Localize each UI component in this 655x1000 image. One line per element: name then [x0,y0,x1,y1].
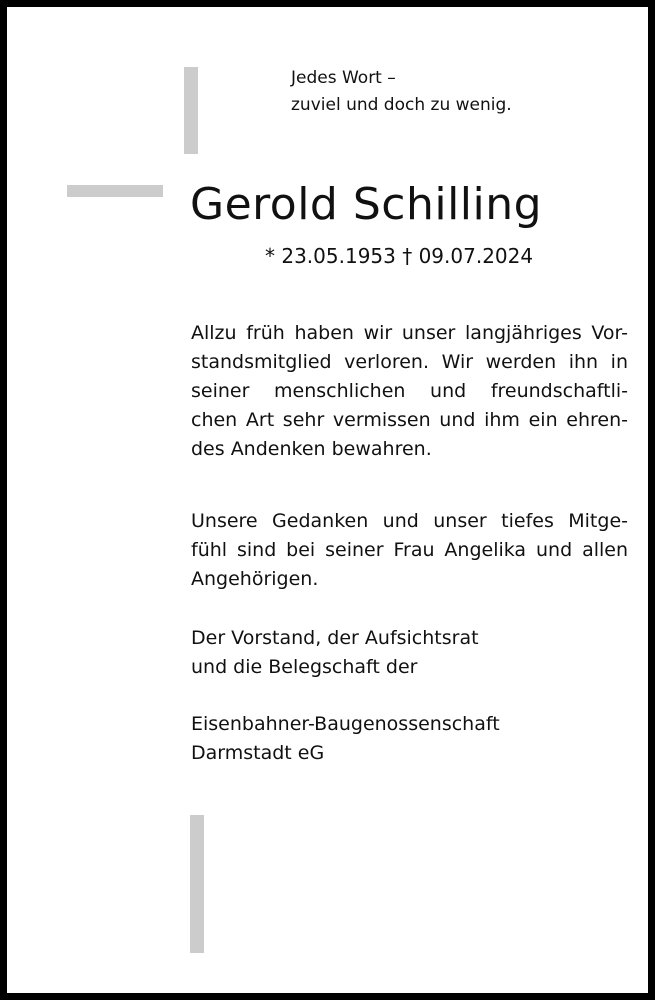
text-line: Der Vorstand, der Aufsichtsrat [191,627,479,649]
text-line: und die Belegschaft der [191,656,418,678]
text-line: Allzu früh haben wir unser langjähriges Vor- [191,322,628,344]
signature-block [191,624,628,682]
text-line: Eisenbahner-Baugenossenschaft [191,713,500,735]
condolence-paragraph [191,319,628,464]
motto-line: zuviel und doch zu wenig. [291,95,512,115]
motto [291,65,512,119]
motto-line: Jedes Wort – [291,68,396,88]
text-line: Angehörigen. [191,568,319,590]
organization-block [191,710,628,768]
cross-bar-top [184,67,198,154]
cross-bar-bottom [190,815,204,953]
text-line: seiner menschlichen und freundschaftli- [191,380,628,402]
deceased-name: Gerold Schilling [190,179,543,230]
text-line: Darmstadt eG [191,742,325,764]
cross-bar-left [67,185,163,197]
text-line: fühl sind bei seiner Frau Angelika und allen [191,539,628,561]
text-line: chen Art sehr vermissen und ihm ein ehren- [191,409,628,431]
text-line: des Andenken bewahren. [191,438,432,460]
text-line: standsmitglied verloren. Wir werden ihn in [191,351,628,373]
text-line: Unsere Gedanken und unser tiefes Mitge- [191,510,628,532]
life-dates: * 23.05.1953 † 09.07.2024 [265,244,534,268]
sympathy-paragraph [191,507,628,594]
